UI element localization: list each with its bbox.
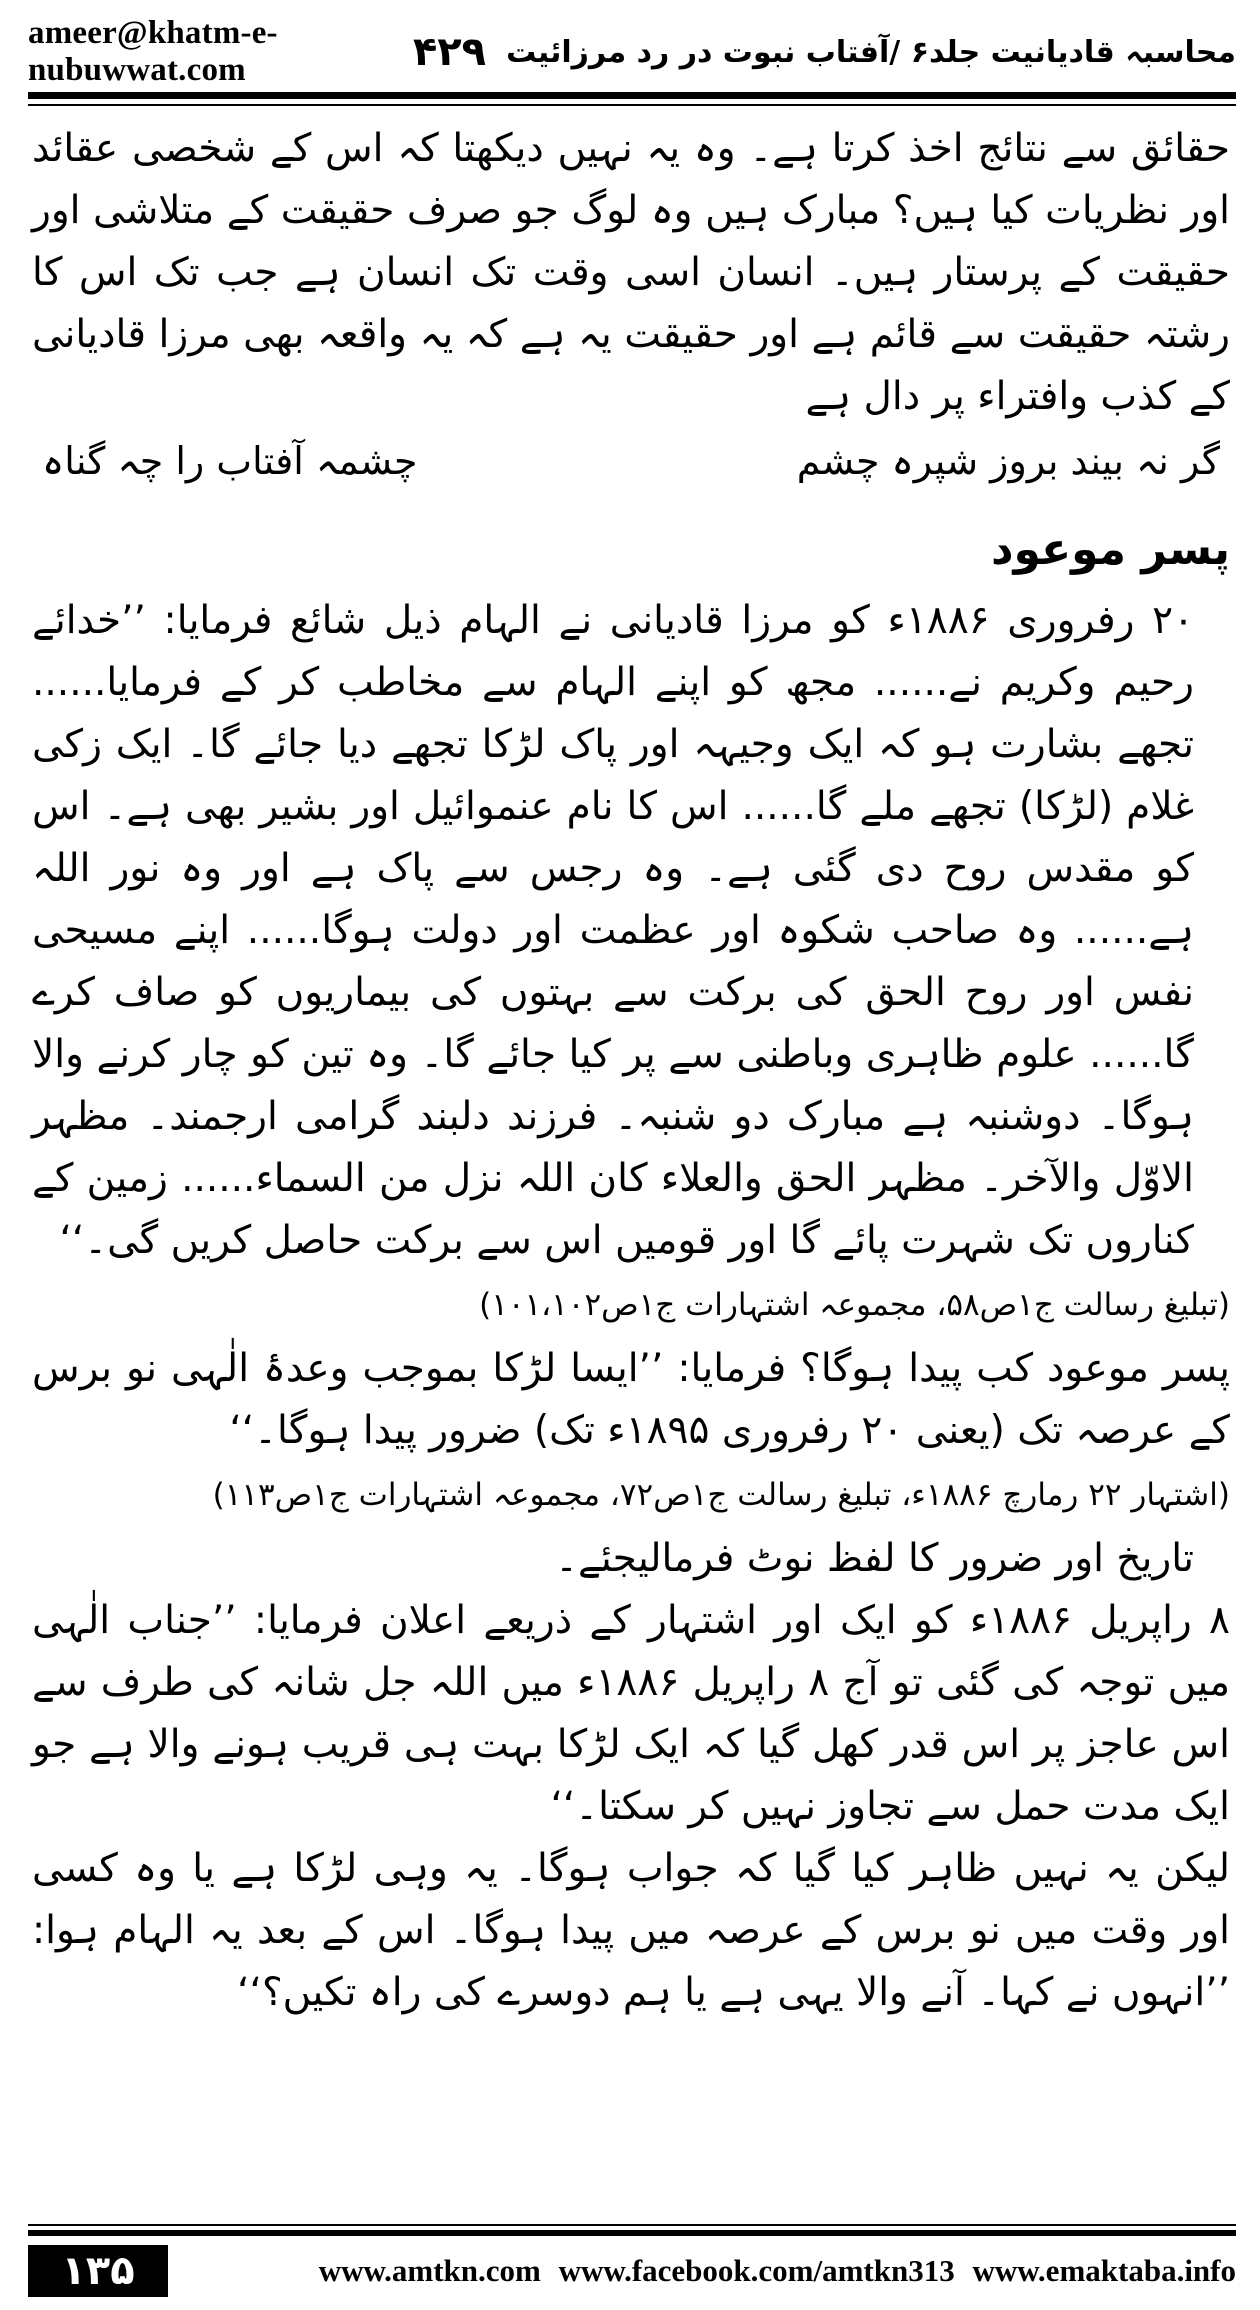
header-right: [413, 29, 1236, 75]
persian-couplet: [32, 430, 1230, 492]
page-body: [32, 118, 1230, 2024]
footer-links: [168, 2253, 1236, 2289]
april-paragraph: ۸ راپریل ۱۸۸۶ء کو ایک اور اشتہار کے ذریعے اعلان فرمایا: ’’جناب الٰہی میں توجہ کی گئی تو آج ۸ راپریل ۱۸۸۶ء میں اللہ جل شانہ کی طرف سے اس عاجز پر اس قدر کھل گیا کہ ایک لڑکا بہت ہی قریب ہونے والا ہے جو ایک مدت حمل سے تجاوز نہیں کر سکتا۔‘‘: [32, 1598, 1230, 1829]
section-heading: پسر موعود: [990, 524, 1230, 575]
couplet-second-hemistich: چشمہ آفتاب را چہ گناہ: [42, 439, 418, 483]
note-line: تاریخ اور ضرور کا لفظ نوٹ فرمالیجئے۔: [555, 1536, 1194, 1581]
reference-citation: (تبلیغ رسالت ج۱ص۵۸، مجموعہ اشتہارات ج۱ص۱۰۱،۱۰۲): [479, 1287, 1230, 1323]
footer-rule-thin: [28, 2224, 1236, 2226]
reference-citation: (اشتہار ۲۲ رمارچ ۱۸۸۶ء، تبلیغ رسالت ج۱ص۷۲، مجموعہ اشتہارات ج۱ص۱۱۳): [212, 1477, 1230, 1513]
couplet-first-hemistich: گر نہ بیند بروز شپرہ چشم: [796, 439, 1220, 483]
header-rule-thin: [28, 104, 1236, 106]
header-rule-thick: [28, 92, 1236, 99]
header-book-page-number: ۴۲۹: [412, 29, 487, 75]
header-book-title: محاسبہ قادیانیت جلد۶ /آفتاب نبوت در رد مرزائیت: [506, 34, 1236, 70]
footer-link-emaktaba[interactable]: www.emaktaba.info: [972, 2253, 1236, 2288]
page-footer: [28, 2242, 1236, 2300]
prophecy-paragraph: ۲۰ رفروری ۱۸۸۶ء کو مرزا قادیانی نے الہام ذیل شائع فرمایا: ’’خدائے رحیم وکریم نے...... مجھ کو اپنے الہام سے مخاطب کر کے فرمایا...... تجھے بشارت ہو کہ ایک وجیہہ اور پاک لڑکا تجھے دیا جائے گا۔ ایک زکی غلام (لڑکا) تجھے ملے گا...... اس کا نام عنموائیل اور بشیر بھی ہے۔ اس کو مقدس روح دی گئی ہے۔ وہ رجس سے پاک ہے اور وہ نور اللہ ہے...... وہ صاحب شکوہ اور عظمت اور دولت ہوگا...... اپنے مسیحی نفس اور روح الحق کی برکت سے بہتوں کی بیماریوں کو صاف کرے گا...... علوم ظاہری وباطنی سے پر کیا جائے گا۔ وہ تین کو چار کرنے والا ہوگا۔ دوشنبہ ہے مبارک دو شنبہ۔ فرزند دلبند گرامی ارجمند۔ مظہر الاوّل والآخر۔ مظہر الحق والعلاء کان اللہ نزل من السماء...... زمین کے کناروں تک شہرت پائے گا اور قومیں اس سے برکت حاصل کریں گی۔‘‘: [32, 598, 1195, 1263]
header-email[interactable]: ameer@khatm-e-nubuwwat.com: [28, 15, 278, 88]
intro-paragraph: حقائق سے نتائج اخذ کرتا ہے۔ وہ یہ نہیں دیکھتا کہ اس کے شخصی عقائد اور نظریات کیا ہیں؟ مبارک ہیں وہ لوگ جو صرف حقیقت کے متلاشی اور حقیقت کے پرستار ہیں۔ انسان اسی وقت تک انسان ہے جب تک اس کا رشتہ حقیقت سے قائم ہے اور حقیقت یہ ہے کہ یہ واقعہ بھی مرزا قادیانی کے کذب وافتراء پر دال ہے: [32, 126, 1230, 419]
footer-page-number: ۱۳۵: [28, 2245, 168, 2297]
footer-rule-thick: [28, 2230, 1236, 2236]
page-header: [28, 15, 1236, 88]
final-paragraph: لیکن یہ نہیں ظاہر کیا گیا کہ جواب ہوگا۔ یہ وہی لڑکا ہے یا وہ کسی اور وقت میں نو برس کے عرصہ میں پیدا ہوگا۔ اس کے بعد یہ الہام ہوا: ’’انہوں نے کہا۔ آنے والا یہی ہے یا ہم دوسرے کی راہ تکیں؟‘‘: [32, 1846, 1230, 2015]
footer-link-amtkn[interactable]: www.amtkn.com: [318, 2253, 541, 2288]
footer-link-facebook[interactable]: www.facebook.com/amtkn313: [558, 2253, 955, 2288]
question-paragraph: پسر موعود کب پیدا ہوگا؟ فرمایا: ’’ایسا لڑکا بموجب وعدۂ الٰہی نو برس کے عرصہ تک (یعنی ۲۰ رفروری ۱۸۹۵ء تک) ضرور پیدا ہوگا۔‘‘: [32, 1346, 1230, 1453]
